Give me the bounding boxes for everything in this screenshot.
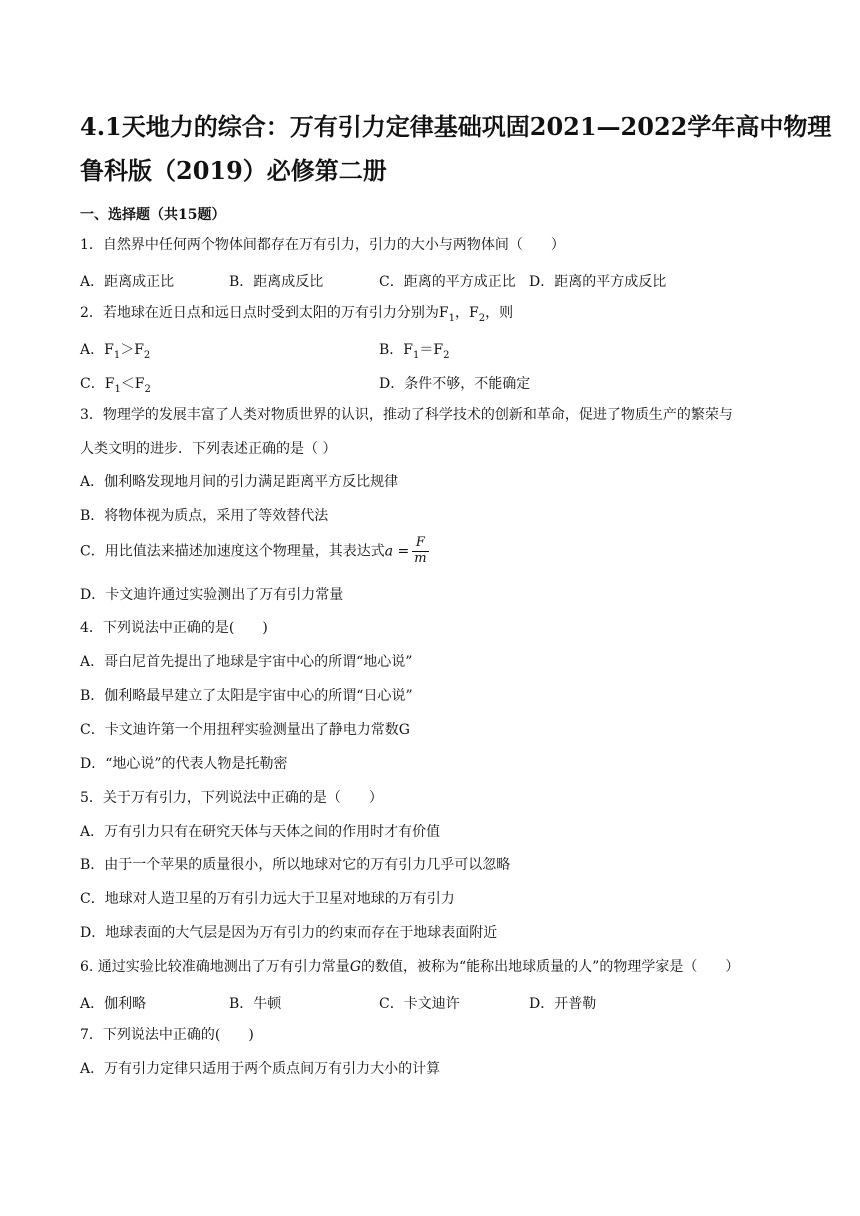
formula-numerator: F (412, 536, 428, 552)
question-3-stem-line-1: 3．物理学的发展丰富了人类对物质世界的认识，推动了科学技术的创新和革命，促进了物质生产的繁荣与 (80, 407, 733, 423)
question-7-stem: 7．下列说法中正确的( ) (80, 1027, 254, 1043)
question-4-stem: 4．下列说法中正确的是( ) (80, 620, 268, 636)
question-2-option-c (80, 373, 151, 395)
question-3-stem-line-2: 人类文明的进步．下列表述正确的是（ ） (80, 441, 337, 457)
subscript: 1 (448, 312, 455, 324)
question-4-option-c: C．卡文迪许第一个用扭秤实验测量出了静电力常数G (80, 722, 410, 738)
question-1-option-a: A．距离成正比 (80, 274, 175, 290)
question-1-option-c: C．距离的平方成正比 (379, 274, 516, 290)
question-2-option-a (80, 339, 150, 361)
question-6-stem-text: 的数值，被称为“能称出地球质量的人”的物理学家是（ ） (361, 959, 740, 975)
question-1-option-b: B．距离成反比 (229, 274, 324, 290)
subscript: 1 (413, 349, 420, 361)
option-text: C．用比值法来描述加速度这个物理量，其表达式 (80, 543, 385, 560)
question-6-option-b: B．牛顿 (229, 996, 282, 1012)
document-title-line-1: 4.1天地力的综合：万有引力定律基础巩固2021—2022学年高中物理 (80, 112, 832, 141)
formula-lhs: a = (384, 543, 410, 560)
formula-denominator: m (414, 550, 427, 566)
option-text: ＞F (120, 342, 144, 358)
option-text: ＜F (120, 376, 145, 392)
option-text: B．F (379, 342, 414, 358)
question-6-option-c: C．卡文迪许 (379, 996, 460, 1012)
symbol-g: G (349, 959, 361, 975)
document-title-line-2: 鲁科版（2019）必修第二册 (80, 156, 387, 185)
question-5-option-c: C．地球对人造卫星的万有引力远大于卫星对地球的万有引力 (80, 891, 455, 907)
question-6-stem-text: 6. 通过实验比较准确地测出了万有引力常量 (80, 959, 350, 975)
question-2-option-d: D．条件不够，不能确定 (379, 376, 531, 392)
question-2-stem-text: ，则 (485, 305, 514, 321)
question-3-option-a: A．伽利略发现地月间的引力满足距离平方反比规律 (80, 474, 399, 490)
question-3-option-b: B．将物体视为质点，采用了等效替代法 (80, 508, 329, 524)
question-2-stem (80, 305, 513, 325)
option-text: A．F (80, 342, 114, 358)
subscript: 1 (113, 349, 121, 361)
question-4-option-b: B．伽利略最早建立了太阳是宇宙中心的所谓“日心说” (80, 688, 413, 704)
question-2-stem-text: ，F (455, 305, 479, 321)
question-1-option-d: D．距离的平方成反比 (529, 274, 667, 290)
question-5-stem: 5．关于万有引力，下列说法中正确的是（ ） (80, 790, 383, 806)
subscript: 2 (143, 349, 151, 361)
question-5-option-a: A．万有引力只有在研究天体与天体之间的作用时才有价值 (80, 824, 441, 840)
subscript: 1 (114, 383, 121, 395)
question-6-option-d: D．开普勒 (529, 996, 597, 1012)
question-6-option-a: A．伽利略 (80, 996, 147, 1012)
formula-fraction (412, 536, 428, 567)
section-heading: 一、选择题（共15题） (80, 207, 226, 223)
subscript: 2 (144, 383, 151, 395)
option-text: C．F (80, 376, 115, 392)
question-1-stem: 1．自然界中任何两个物体间都存在万有引力，引力的大小与两物体间（ ） (80, 237, 565, 253)
question-5-option-d: D．地球表面的大气层是因为万有引力的约束而存在于地球表面附近 (80, 925, 498, 941)
question-4-option-d: D．“地心说”的代表人物是托勒密 (80, 756, 288, 772)
question-5-option-b: B．由于一个苹果的质量很小，所以地球对它的万有引力几乎可以忽略 (80, 857, 511, 873)
question-3-option-c (80, 536, 429, 567)
question-7-option-a: A．万有引力定律只适用于两个质点间万有引力大小的计算 (80, 1061, 441, 1077)
question-3-option-d: D．卡文迪许通过实验测出了万有引力常量 (80, 587, 344, 603)
option-text: ＝F (419, 342, 444, 358)
question-4-option-a: A．哥白尼首先提出了地球是宇宙中心的所谓“地心说” (80, 654, 413, 670)
question-2-stem-text: 2．若地球在近日点和远日点时受到太阳的万有引力分别为F (80, 305, 449, 321)
question-2-option-b (379, 339, 449, 361)
subscript: 2 (478, 312, 486, 324)
question-6-stem (80, 959, 739, 976)
subscript: 2 (443, 349, 450, 361)
